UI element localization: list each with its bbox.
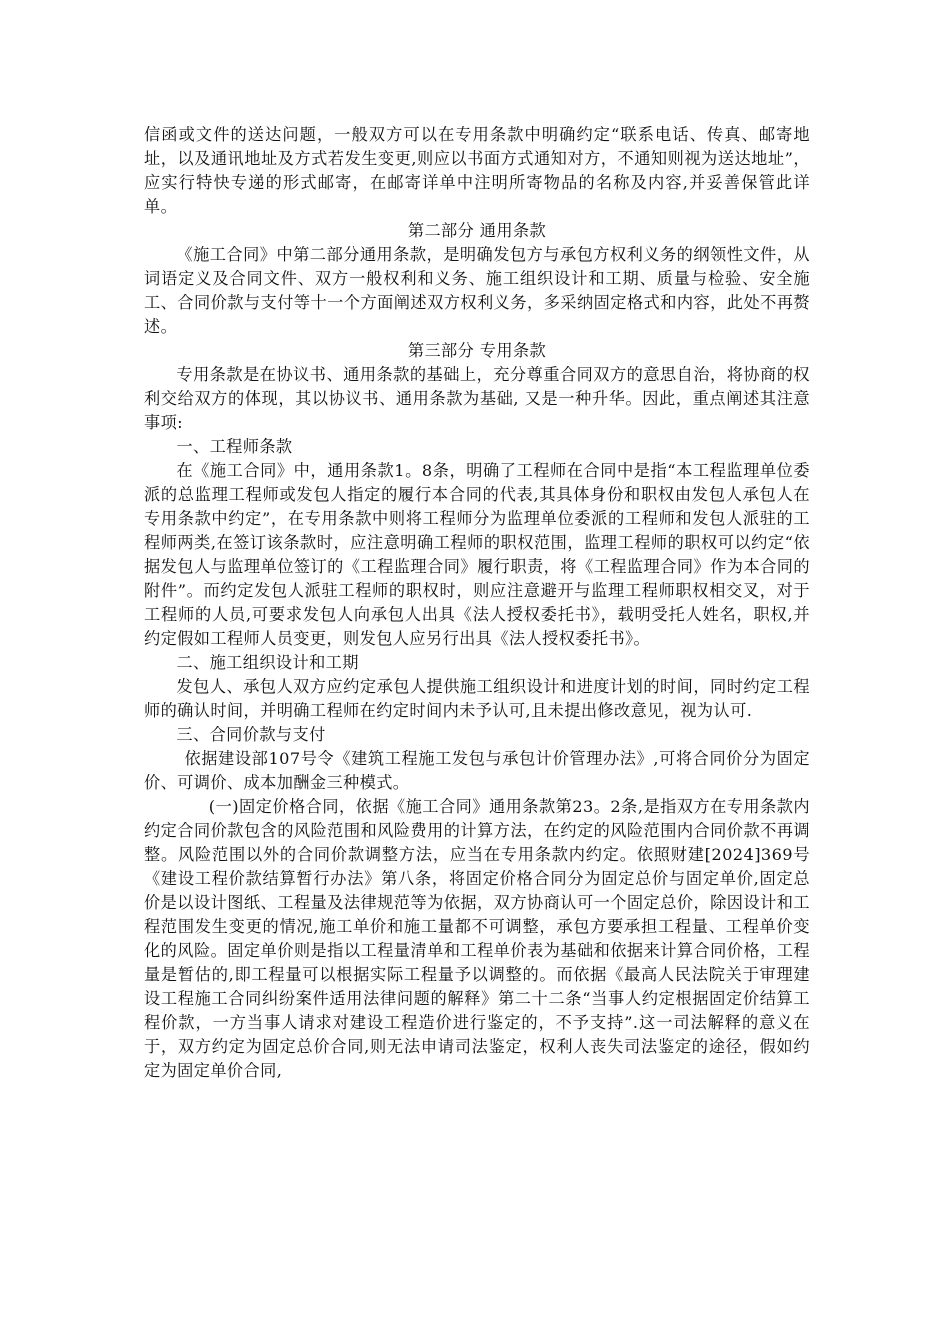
paragraph-part-two: 《施工合同》中第二部分通用条款，是明确发包方与承包方权利义务的纲领性文件，从词语定义及合同文件、双方一般权利和义务、施工组织设计和工期、质量与检验、安全施工、合同价款与支付等十一个方面阐述双方权利义务，多采纳固定格式和内容，此处不再赘述。 xyxy=(144,245,810,336)
paragraph-section-schedule: 发包人、承包人双方应约定承包人提供施工组织设计和进度计划的时间，同时约定工程师的确认时间，并明确工程师在约定时间内未予认可,且未提出修改意见，视为认可. xyxy=(144,677,810,720)
heading-part-two: 第二部分 通用条款 xyxy=(407,221,547,240)
heading-section-engineer: 一、工程师条款 xyxy=(176,437,293,456)
paragraph-intro: 信函或文件的送达问题，一般双方可以在专用条款中明确约定“联系电话、传真、邮寄地址，以及通讯地址及方式若发生变更,则应以书面方式通知对方，不通知则视为送达地址”，应实行特快专递的形式邮寄，在邮寄详单中注明所寄物品的名称及内容,并妥善保管此详单。 xyxy=(144,125,810,216)
document-page xyxy=(144,123,810,1083)
heading-part-three: 第三部分 专用条款 xyxy=(407,341,547,360)
paragraph-fixed-price: (一)固定价格合同，依据《施工合同》通用条款第23。2条,是指双方在专用条款内约定合同价款包含的风险范围和风险费用的计算方法，在约定的风险范围内合同价款不再调整。风险范围以外的合同价款调整方法，应当在专用条款内约定。依照财建[2024]369号《建设工程价款结算暂行办法》第八条，将固定价格合同分为固定总价与固定单价,固定总价是以设计图纸、工程量及法律规范等为依据，双方协商认可一个固定总价，除因设计和工程范围发生变更的情况,施工单价和施工量都不可调整，承包方要承担工程量、工程单价变化的风险。固定单价则是指以工程量清单和工程单价表为基础和依据来计算合同价格，工程量是暂估的,即工程量可以根据实际工程量予以调整的。而依据《最高人民法院关于审理建设工程施工合同纠纷案件适用法律问题的解释》第二十二条“当事人约定根据固定价结算工程价款，一方当事人请求对建设工程造价进行鉴定的，不予支持”.这一司法解释的意义在于，双方约定为固定总价合同,则无法申请司法鉴定，权利人丧失司法鉴定的途径，假如约定为固定单价合同, xyxy=(144,797,810,1080)
paragraph-section-engineer: 在《施工合同》中，通用条款1。8条，明确了工程师在合同中是指“本工程监理单位委派的总监理工程师或发包人指定的履行本合同的代表,其具体身份和职权由发包人承包人在专用条款中约定”，在专用条款中则将工程师分为监理单位委派的工程师和发包人派驻的工程师两类,在签订该条款时，应注意明确工程师的职权范围，监理工程师的职权可以约定“依据发包人与监理单位签订的《工程监理合同》履行职责，将《工程监理合同》作为本合同的附件”。而约定发包人派驻工程师的职权时，则应注意避开与监理工程师职权相交叉，对于工程师的人员,可要求发包人向承包人出具《法人授权委托书》，载明受托人姓名，职权,并约定假如工程师人员变更，则发包人应另行出具《法人授权委托书》。 xyxy=(144,461,810,648)
heading-section-price: 三、合同价款与支付 xyxy=(176,725,326,744)
heading-section-schedule: 二、施工组织设计和工期 xyxy=(176,653,359,672)
paragraph-section-price: 依据建设部107号令《建筑工程施工发包与承包计价管理办法》,可将合同价分为固定价、可调价、成本加酬金三种模式。 xyxy=(144,749,810,792)
paragraph-part-three: 专用条款是在协议书、通用条款的基础上，充分尊重合同双方的意思自治，将协商的权利交给双方的体现，其以协议书、通用条款为基础, 又是一种升华。因此，重点阐述其注意事项: xyxy=(144,365,810,432)
